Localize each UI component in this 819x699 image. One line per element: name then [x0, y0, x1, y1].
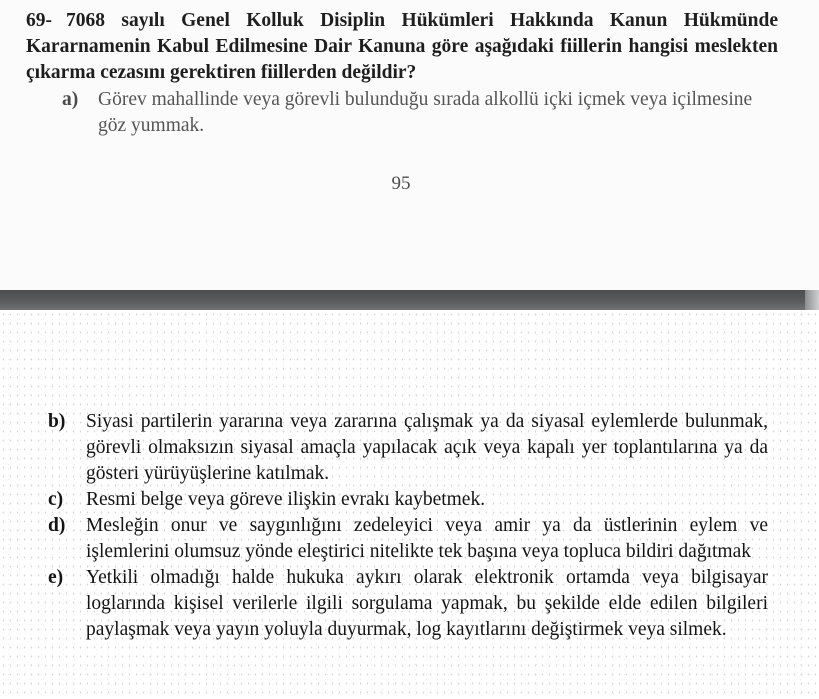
- option-letter: e): [48, 567, 64, 588]
- page-divider: [0, 290, 819, 310]
- page-number: 95: [391, 173, 411, 194]
- option-text: Resmi belge veya göreve ilişkin evrakı kaybetmek.: [86, 489, 486, 510]
- question-number: 69-: [26, 10, 52, 31]
- options-list: [48, 409, 768, 643]
- option-e: [48, 565, 768, 643]
- option-text: Yetkili olmadığı halde hukuka aykırı olarak elektronik ortamda veya bilgisayar loglarında kişisel verilerle ilgili sorgulama yapmak, bu şekilde elde edilen bilgileri paylaşmak veya yayın yoluyla duyurmak, log kayıtlarını değiştirmek veya silmek.: [86, 567, 768, 640]
- page-divider-edge: [805, 290, 819, 310]
- option-d: [48, 513, 768, 565]
- option-letter: b): [48, 411, 66, 432]
- option-letter: d): [48, 515, 66, 536]
- option-b: [48, 409, 768, 487]
- option-text: Mesleğin onur ve saygınlığını zedeleyici veya amir ya da üstlerinin eylem ve işlemlerini olumsuz yönde eleştirici nitelikte tek başına veya topluca bildiri dağıtmak: [86, 515, 768, 562]
- option-c: [48, 487, 768, 513]
- option-text: Görev mahallinde veya görevli bulunduğu sırada alkollü içki içmek veya içilmesine göz yummak.: [98, 89, 753, 136]
- option-text: Siyasi partilerin yararına veya zararına çalışmak ya da siyasal eylemlerde bulunmak, görevli olmaksızın siyasal amaçla yapılacak açık veya kapalı yer toplantılarına ya da gösteri yürüyüşlerine katılmak.: [86, 411, 768, 484]
- question-body: 7068 sayılı Genel Kolluk Disiplin Hükümleri Hakkında Kanun Hükmünde Kararnamenin Kabul Edilmesine Dair Kanuna göre aşağıdaki fiillerin hangisi meslekten çıkarma cezasını gerektiren fiillerden değildir?: [26, 10, 778, 83]
- option-letter: c): [48, 489, 64, 510]
- option-a: [62, 87, 782, 139]
- option-letter: a): [62, 89, 79, 110]
- question-text: [26, 8, 778, 86]
